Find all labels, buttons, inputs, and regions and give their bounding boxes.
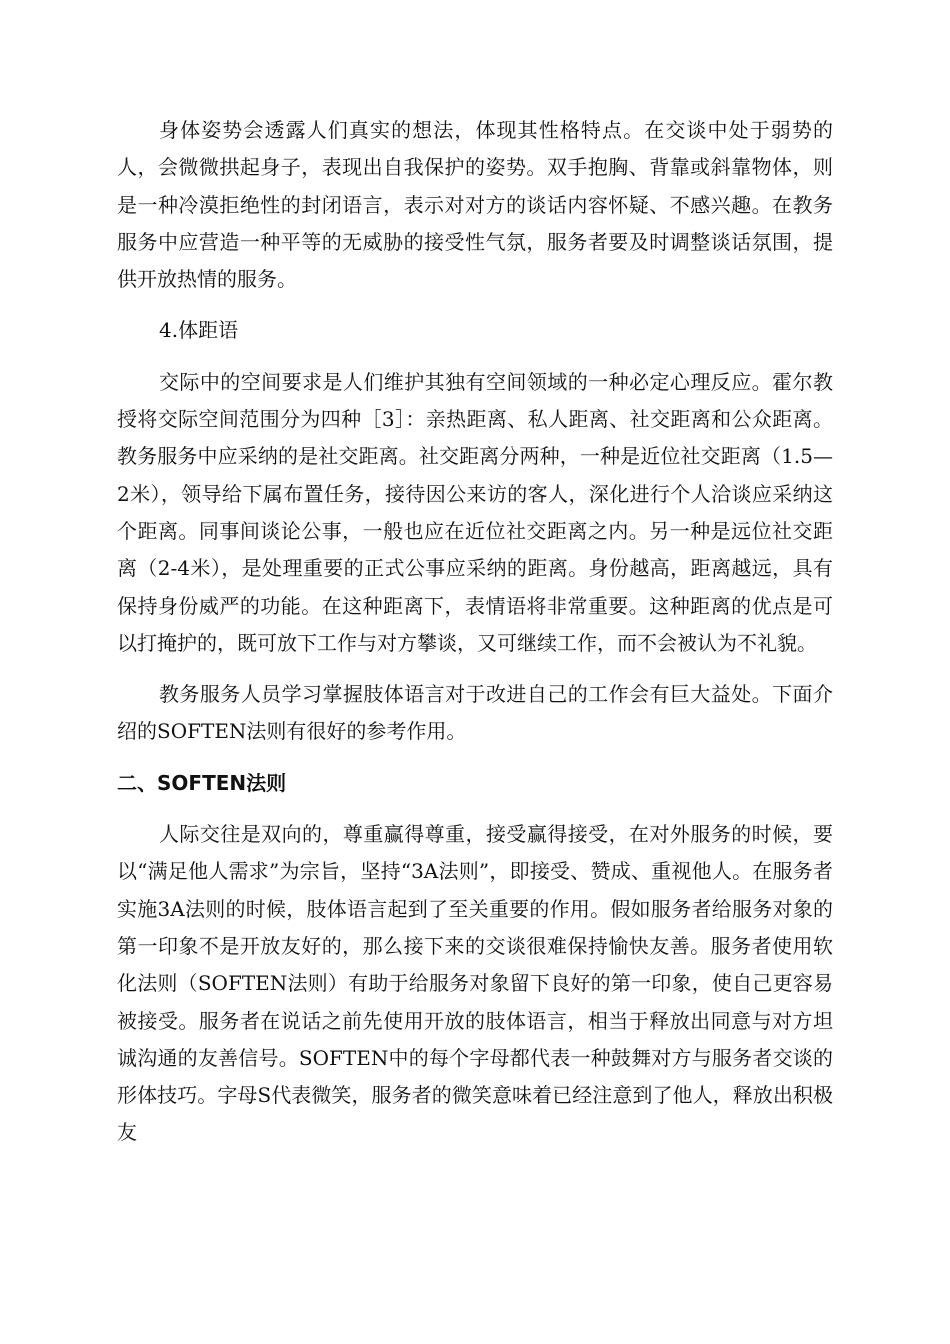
paragraph-soften-rule: 人际交往是双向的，尊重赢得尊重，接受赢得接受，在对外服务的时候，要以“满足他人需求”为宗旨，坚持“3A法则”，即接受、赞成、重视他人。在服务者实施3A法则的时候，肢体语言起到了至关重要的作用。假如服务者给服务对象的第一印象不是开放友好的，那么接下来的交谈很难保持愉快友善。服务者使用软化法则（SOFTEN法则）有助于给服务对象留下良好的第一印象，使自己更容易被接受。服务者在说话之前先使用开放的肢体语言，相当于释放出同意与对方坦诚沟通的友善信号。SOFTEN中的每个字母都代表一种鼓舞对方与服务者交谈的形体技巧。字母S代表微笑，服务者的微笑意味着已经注意到了他人，释放出积极友 (117, 822, 833, 1145)
subheading-distance-language: 4.体距语 (159, 318, 239, 343)
section-heading-soften: 二、SOFTEN法则 (117, 770, 287, 795)
document-page (117, 112, 833, 1166)
paragraph-soften-intro: 教务服务人员学习掌握肢体语言对于改进自己的工作会有巨大益处。下面介绍的SOFTEN法则有很好的参考作用。 (117, 682, 833, 744)
paragraph-social-distance: 交际中的空间要求是人们维护其独有空间领域的一种必定心理反应。霍尔教授将交际空间范围分为四种［3］：亲热距离、私人距离、社交距离和公众距离。教务服务中应采纳的是社交距离。社交距离分两种，一种是近位社交距离（1.5—2米），领导给下属布置任务，接待因公来访的客人，深化进行个人洽谈应采纳这个距离。同事间谈论公事，一般也应在近位社交距离之内。另一种是远位社交距离（2-4米），是处理重要的正式公事应采纳的距离。身份越高，距离越远，具有保持身份威严的功能。在这种距离下，表情语将非常重要。这种距离的优点是可以打掩护的，既可放下工作与对方攀谈，又可继续工作，而不会被认为不礼貌。 (117, 369, 833, 655)
paragraph-body-posture: 身体姿势会透露人们真实的想法，体现其性格特点。在交谈中处于弱势的人，会微微拱起身子，表现出自我保护的姿势。双手抱胸、背靠或斜靠物体，则是一种冷漠拒绝性的封闭语言，表示对对方的谈话内容怀疑、不感兴趣。在教务服务中应营造一种平等的无威胁的接受性气氛，服务者要及时调整谈话氛围，提供开放热情的服务。 (117, 118, 833, 292)
